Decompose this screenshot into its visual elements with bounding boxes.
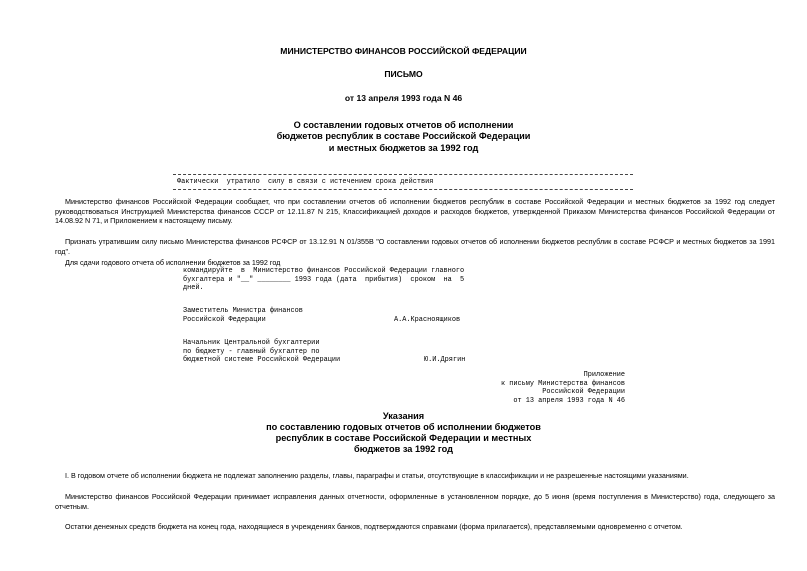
- instructions-paragraph-1: I. В годовом отчете об исполнении бюджета не подлежат заполнению разделы, главы, параграфы и статьи, отсутствующие в классификации и не разрешенные настоящими указаниями.: [65, 471, 689, 480]
- chief-title-1: Начальник Центральной бухгалтерии: [183, 339, 320, 347]
- validity-notice: Фактически утратило силу в связи с истечением срока действия: [177, 178, 434, 186]
- instructions-subtitle-2: республик в составе Российской Федерации и местных: [275, 433, 532, 443]
- body-paragraph-2: Признать утратившим силу письмо Министерства финансов РСФСР от 13.12.91 N 01/355В "О составлении годовых отчетов об исполнении бюджетов республик в составе РСФСР и местных бюджетов за 1991 год".: [55, 237, 775, 256]
- deputy-name: А.А.Красноящиков: [394, 315, 461, 324]
- appendix-line-3: Российской Федерации: [542, 388, 625, 397]
- mono-line-3: дней.: [183, 284, 204, 293]
- body-paragraph-1: Министерство финансов Российской Федерации сообщает, что при составлении отчетов об исполнении бюджетов республик в составе Российской Федерации и местных бюджетов за 1992 год следует руководствоваться Инструкцией Министерства финансов СССР от 12.11.87 N 215, Классификацией доходов и расходов бюджетов, утвержденной Приказом Министерства финансов Российской Федерации от 14.08.92 N 71, и Приложением к настоящему письму.: [55, 197, 775, 226]
- instructions-heading: Указания: [382, 411, 425, 421]
- deputy-title-2: Российской Федерации: [183, 315, 266, 324]
- instructions-subtitle-1: по составлению годовых отчетов об исполнении бюджетов: [266, 422, 541, 432]
- ministry-heading: МИНИСТЕРСТВО ФИНАНСОВ РОССИЙСКОЙ ФЕДЕРАЦИИ: [280, 46, 527, 56]
- instructions-subtitle-3: бюджетов за 1992 год: [354, 444, 453, 454]
- appendix-line-2: к письму Министерства финансов: [500, 379, 625, 388]
- instructions-paragraph-2: Министерство финансов Российской Федерации принимает исправления данных отчетности, оформленные в установленном порядке, до 5 июня (время поступления в Министерство) года, следующего за отчетным.: [55, 492, 775, 511]
- appendix-line-1: Приложение: [583, 371, 625, 379]
- notice-top-rule: [173, 174, 633, 175]
- mono-line-1: командируйте в Министерство финансов Российской Федерации главного: [183, 267, 465, 275]
- document-date: от 13 апреля 1993 года N 46: [344, 93, 463, 103]
- chief-title-2: по бюджету - главный бухгалтер по: [183, 347, 320, 356]
- document-type: ПИСЬМО: [384, 69, 423, 79]
- chief-name: Ю.И.Дрягин: [424, 356, 466, 365]
- appendix-line-4: от 13 апреля 1993 года N 46: [513, 396, 625, 405]
- document-title-line-2: бюджетов республик в составе Российской Федерации: [276, 131, 531, 141]
- mono-line-2: бухгалтера и "__" ________ 1993 года (дата прибытия) сроком на 5: [183, 275, 465, 284]
- document-title-line-3: и местных бюджетов за 1992 год: [328, 143, 479, 153]
- body-paragraph-3: Для сдачи годового отчета об исполнении бюджетов за 1992 год: [65, 258, 281, 267]
- deputy-title-1: Заместитель Министра финансов: [183, 307, 303, 315]
- notice-bottom-rule: [173, 189, 633, 190]
- instructions-paragraph-3: Остатки денежных средств бюджета на конец года, находящиеся в учреждениях банков, подтверждаются справками (форма прилагается), представляемыми одновременно с отчетом.: [65, 522, 683, 531]
- document-title-line-1: О составлении годовых отчетов об исполнении: [293, 120, 514, 130]
- chief-title-3: бюджетной системе Российской Федерации: [183, 356, 341, 365]
